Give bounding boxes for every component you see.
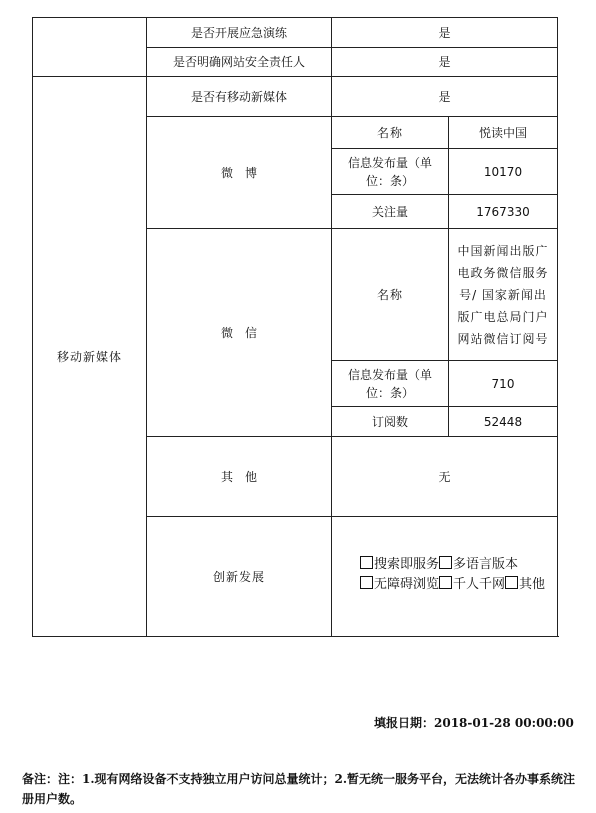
option-search-service[interactable] bbox=[360, 557, 439, 572]
wechat-posts-value: 710 bbox=[449, 361, 558, 407]
other-value: 无 bbox=[332, 437, 558, 517]
has-media-label: 是否有移动新媒体 bbox=[147, 77, 332, 117]
remarks-note: 备注：注：1.现有网络设备不支持独立用户访问总量统计；2.暂无统一服务平台，无法统计各办事系统注册用户数。 bbox=[22, 772, 576, 806]
owner-label: 是否明确网站安全责任人 bbox=[147, 48, 332, 77]
weibo-follow-label: 关注量 bbox=[332, 195, 449, 229]
weibo-follow-value: 1767330 bbox=[449, 195, 558, 229]
option-accessibility[interactable] bbox=[360, 577, 439, 592]
owner-value: 是 bbox=[332, 48, 558, 77]
weibo-posts-value: 10170 bbox=[449, 149, 558, 195]
weibo-posts-label: 信息发布量（单位：条） bbox=[332, 149, 449, 195]
checkbox-icon[interactable] bbox=[505, 576, 518, 589]
innovation-label: 创新发展 bbox=[147, 517, 332, 637]
option-label: 多语言版本 bbox=[453, 557, 519, 572]
checkbox-icon[interactable] bbox=[439, 576, 452, 589]
option-personalized[interactable] bbox=[439, 577, 505, 592]
wechat-subs-label: 订阅数 bbox=[332, 407, 449, 437]
checkbox-icon[interactable] bbox=[360, 556, 373, 569]
weibo-name-value: 悦读中国 bbox=[449, 117, 558, 149]
option-multilingual[interactable] bbox=[439, 557, 518, 572]
weibo-name-label: 名称 bbox=[332, 117, 449, 149]
option-label: 无障碍浏览 bbox=[374, 576, 440, 592]
wechat-name-value: 中国新闻出版广电政务微信服务号/ 国家新闻出版广电总局门户网站微信订阅号 bbox=[449, 229, 558, 361]
checkbox-icon[interactable] bbox=[360, 576, 373, 589]
option-other[interactable] bbox=[505, 577, 545, 592]
innovation-options bbox=[332, 517, 558, 637]
checkbox-icon[interactable] bbox=[439, 556, 452, 569]
has-media-value: 是 bbox=[332, 77, 558, 117]
wechat-subs-value: 52448 bbox=[449, 407, 558, 437]
drill-label: 是否开展应急演练 bbox=[147, 18, 332, 48]
wechat-posts-label: 信息发布量（单位：条） bbox=[332, 361, 449, 407]
option-label: 搜索即服务 bbox=[374, 557, 440, 572]
wechat-name-label: 名称 bbox=[332, 229, 449, 361]
fill-date: 填报日期：2018-01-28 00:00:00 bbox=[374, 716, 574, 730]
option-label: 千人千网 bbox=[453, 576, 506, 592]
security-section-cell bbox=[33, 18, 147, 77]
other-label: 其 他 bbox=[147, 437, 332, 517]
report-table bbox=[32, 17, 558, 637]
mobile-media-label: 移动新媒体 bbox=[33, 77, 147, 637]
weibo-label: 微 博 bbox=[147, 117, 332, 229]
option-label: 其他 bbox=[519, 576, 546, 592]
drill-value: 是 bbox=[332, 18, 558, 48]
wechat-label: 微 信 bbox=[147, 229, 332, 437]
